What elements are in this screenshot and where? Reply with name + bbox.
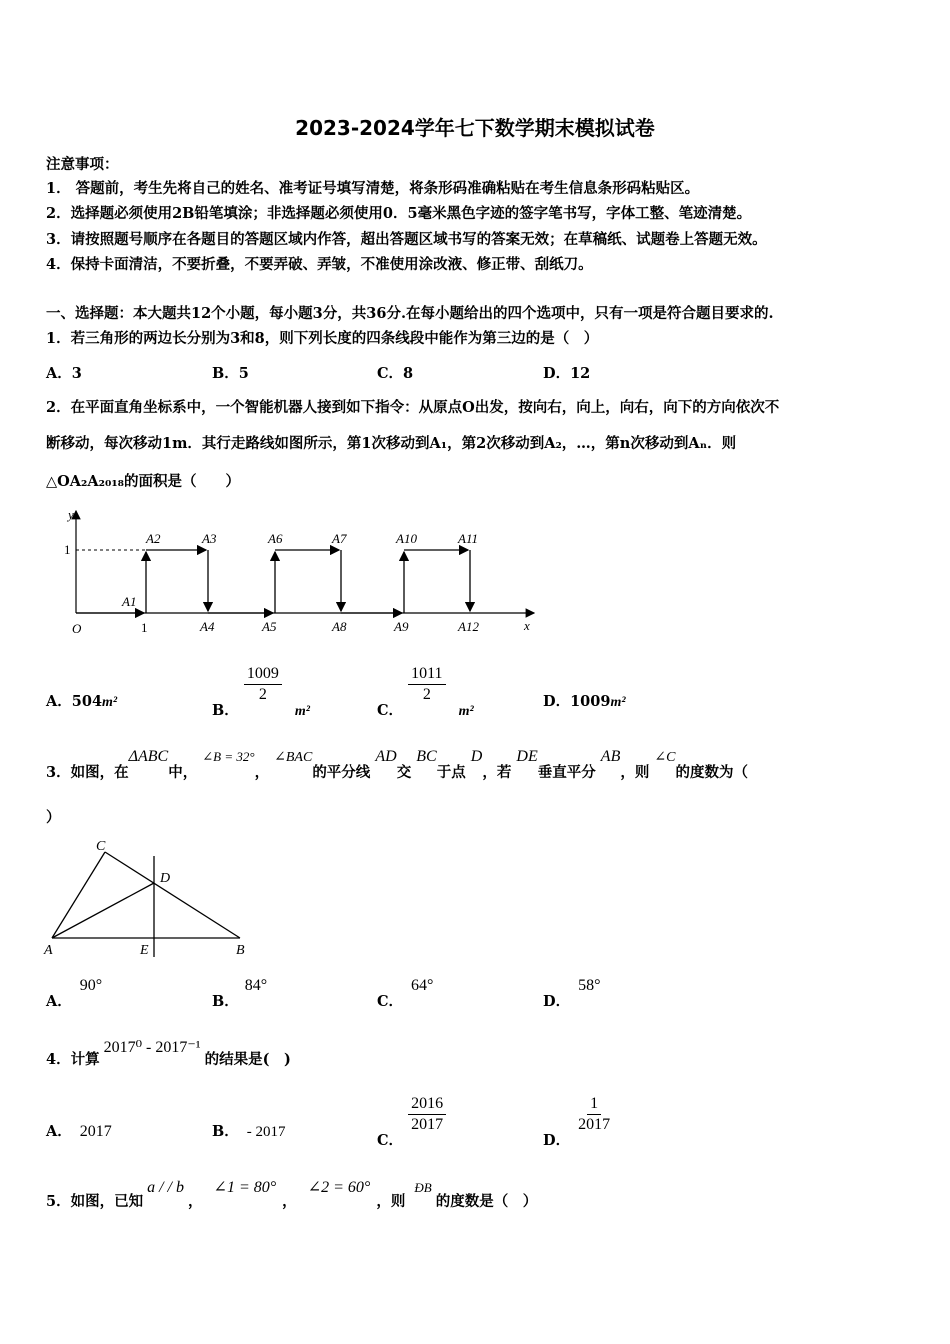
option-fraction: $\frac{1011}{2}$ <box>408 664 445 705</box>
q1-option-d[interactable]: D．12 <box>543 365 591 382</box>
point-label-a5: A5 <box>262 619 277 634</box>
question-3-stem: 3．如图，在ΔABC中， ∠B = 32°， ∠BAC的平分线 AD交 BC于点 D，若 DE垂直平分 AB，则 ∠C的度数为（ <box>46 748 748 781</box>
expression: 2017⁰ - 2017⁻¹ <box>103 1039 201 1056</box>
q3-triangle-figure <box>40 832 270 962</box>
q2-path-figure <box>56 505 546 640</box>
question-2-line-3: △OA₂A₂₀₁₈的面积是（ ） <box>46 473 241 490</box>
question-1-stem: 1．若三角形的两边长分别为3和8，则下列长度的四条线段中能作为第三边的是（ ） <box>46 330 599 347</box>
bisector-ad <box>52 883 154 938</box>
q1-option-c[interactable]: C．8 <box>377 365 414 382</box>
y-axis-label: y <box>68 507 74 522</box>
option-fraction: $\frac{1}{2017}$ <box>578 1095 611 1133</box>
q4-option-d[interactable]: D． $\frac{1}{2017}$ <box>543 1094 613 1135</box>
point-label-d: D <box>160 871 171 886</box>
x-axis-label: x <box>524 618 530 633</box>
question-2-line-2: 断移动，每次移动1m．其行走路线如图所示，第1次移动到A₁，第2次移动到A₂，…，第n次移动到Aₙ．则 <box>46 435 737 452</box>
q3-option-c[interactable]: C．64° <box>377 977 434 1010</box>
note-item-1: 1． 答题前，考生先将自己的姓名、准考证号填写清楚，将条形码准确粘贴在考生信息条形码粘贴区。 <box>46 180 700 197</box>
point-label-a1: A1 <box>122 594 137 609</box>
point-label-e: E <box>140 943 149 958</box>
q1-option-a[interactable]: A．3 <box>46 365 82 382</box>
note-item-3: 3．请按照题号顺序在各题目的答题区域内作答，超出答题区域书写的答案无效；在草稿纸、试题卷上答题无效。 <box>46 231 767 248</box>
vertex-label-c: C <box>96 839 106 854</box>
q2-option-c[interactable] <box>377 662 474 719</box>
option-label: C． <box>377 701 404 719</box>
option-label: B． <box>212 701 239 719</box>
option-unit: m² <box>610 695 626 710</box>
origin-label: O <box>72 621 82 636</box>
notes-heading: 注意事项： <box>46 156 119 173</box>
point-label-a2: A2 <box>146 531 161 546</box>
q4-option-b[interactable]: B． - 2017 <box>212 1123 286 1140</box>
q2-option-b[interactable] <box>212 662 310 719</box>
q3-option-a[interactable]: A．90° <box>46 977 103 1010</box>
point-label-a7: A7 <box>332 531 347 546</box>
note-item-4: 4．保持卡面清洁，不要折叠，不要弄破、弄皱，不准使用涂改液、修正带、刮纸刀。 <box>46 256 593 273</box>
q2-option-a[interactable] <box>46 690 117 711</box>
q1-option-b[interactable]: B．5 <box>212 365 249 382</box>
q3-option-d[interactable]: D．58° <box>543 977 601 1010</box>
vertex-label-b: B <box>236 943 245 958</box>
note-item-2: 2．选择题必须使用2B铅笔填涂；非选择题必须使用0．5毫米黑色字迹的签字笔书写，字体工整、笔迹清楚。 <box>46 205 752 222</box>
point-label-a8: A8 <box>332 619 347 634</box>
point-label-a4: A4 <box>200 619 215 634</box>
section-heading: 一、选择题：本大题共12个小题，每小题3分，共36分.在每小题给出的四个选项中，只有一项是符合题目要求的. <box>46 305 774 322</box>
point-label-a9: A9 <box>394 619 409 634</box>
question-3-close-paren: ） <box>46 809 61 826</box>
q2-option-d[interactable] <box>543 690 626 711</box>
option-fraction: $\frac{2016}{2017}$ <box>408 1094 446 1135</box>
option-label: D． <box>543 693 571 710</box>
q3-option-b[interactable]: B．84° <box>212 977 268 1010</box>
point-label-a11: A11 <box>458 531 478 546</box>
point-label-a10: A10 <box>396 531 417 546</box>
option-fraction: $\frac{1009}{2}$ <box>244 664 282 705</box>
y-tick-label: 1 <box>64 542 71 557</box>
question-5-stem: 5．如图，已知a / / b， ∠1 = 80°， ∠2 = 60°，则 ÐB的度数是（ ） <box>46 1179 538 1210</box>
question-2-line-1: 2．在平面直角坐标系中，一个智能机器人接到如下指令：从原点O出发，按向右，向上，向右，向下的方向依次不 <box>46 399 780 416</box>
vertex-label-a: A <box>44 943 53 958</box>
side-cb <box>105 852 240 938</box>
option-unit: m² <box>102 695 118 710</box>
point-label-a6: A6 <box>268 531 283 546</box>
option-value: 504 <box>71 693 103 710</box>
option-unit: m² <box>294 703 310 719</box>
point-label-a12: A12 <box>458 619 479 634</box>
x-tick-label: 1 <box>141 620 148 635</box>
point-label-a3: A3 <box>202 531 217 546</box>
q4-option-c[interactable]: C． $\frac{2016}{2017}$ <box>377 1094 446 1135</box>
side-ac <box>52 852 105 938</box>
option-value: 1009 <box>570 693 611 710</box>
question-4-stem: 4．计算2017⁰ - 2017⁻¹的结果是( ) <box>46 1039 291 1068</box>
page-title: 2023-2024学年七下数学期末模拟试卷 <box>295 116 655 140</box>
q4-option-a[interactable]: A． 2017 <box>46 1123 112 1140</box>
option-label: A． <box>46 693 72 710</box>
option-unit: m² <box>458 703 474 719</box>
